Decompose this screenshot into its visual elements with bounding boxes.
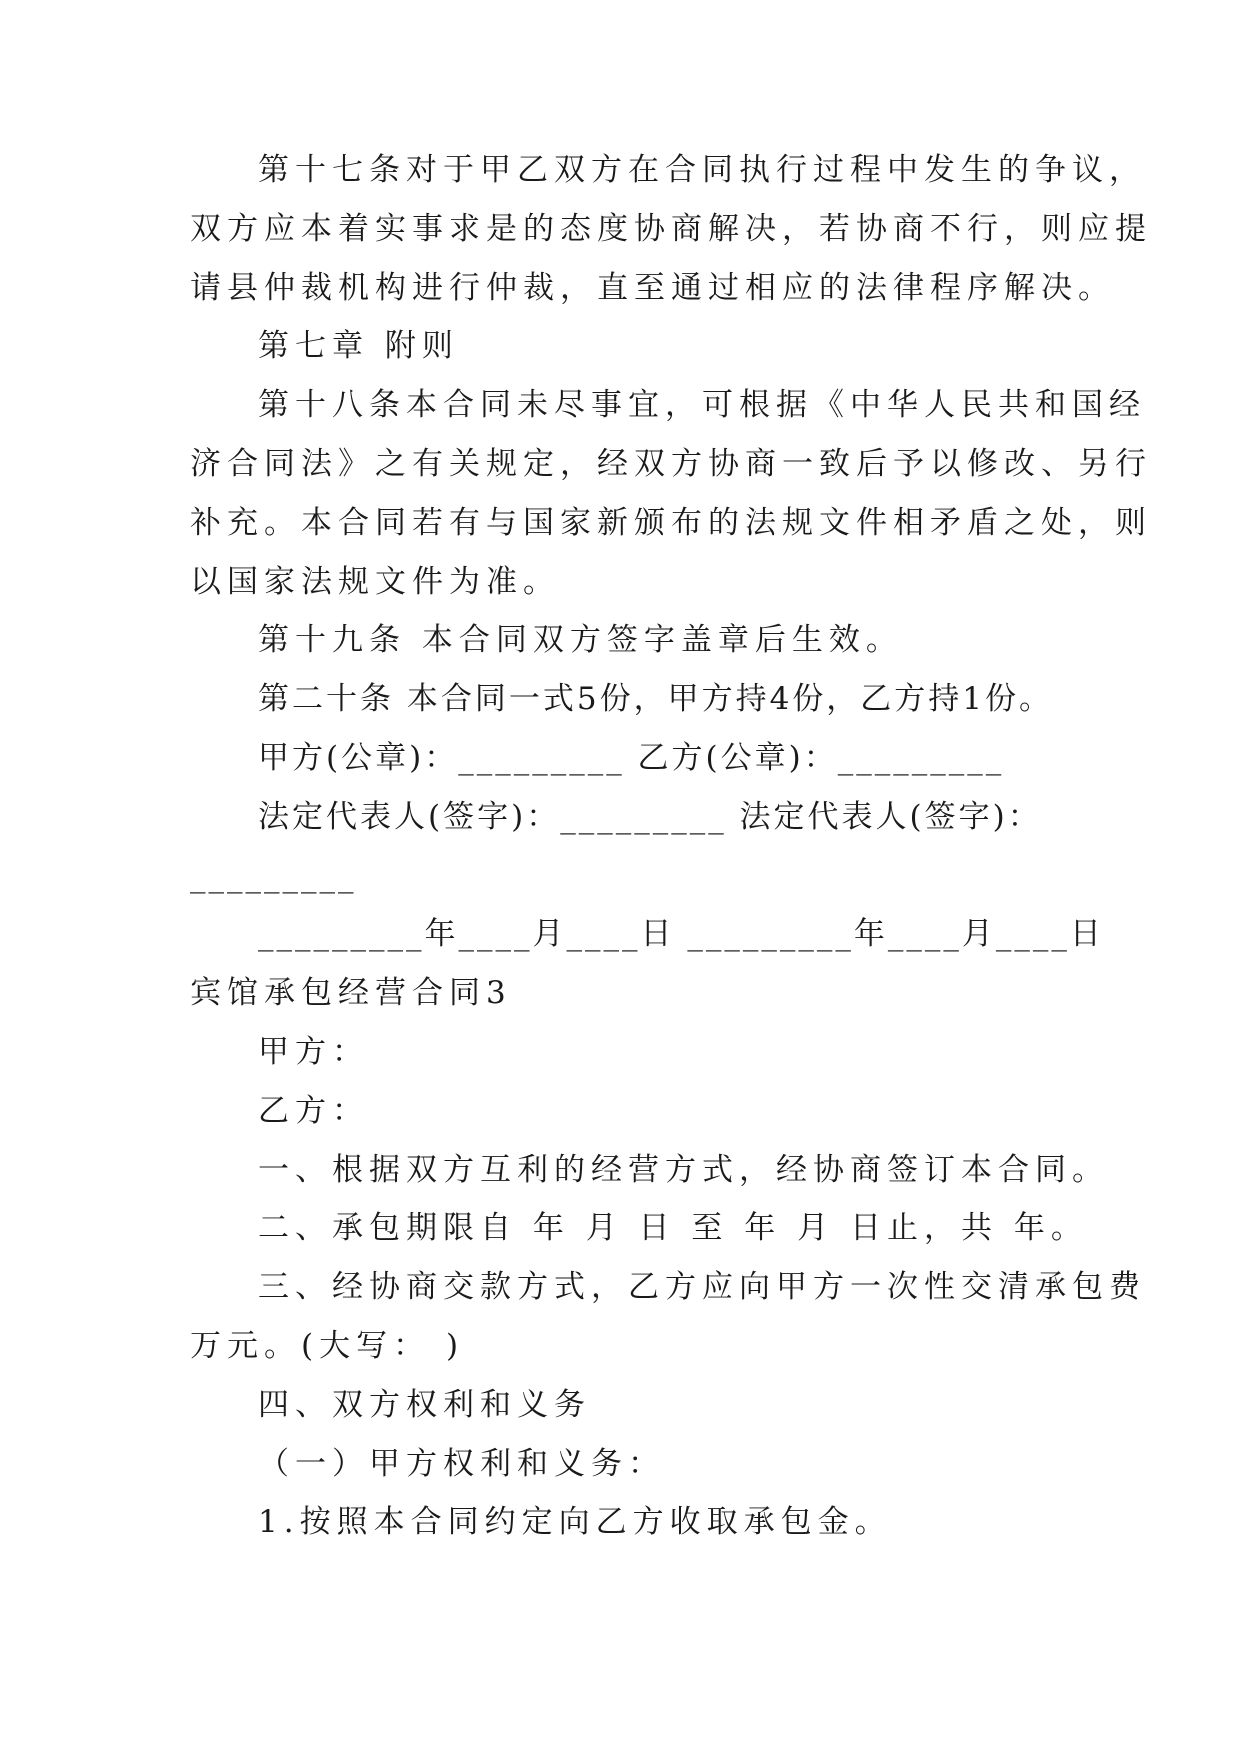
article-18-line-2: 济合同法》之有关规定，经双方协商一致后予以修改、另行 bbox=[190, 446, 1152, 482]
article-17-line-1: 第十七条对于甲乙双方在合同执行过程中发生的争议， bbox=[258, 152, 1146, 188]
clause-4-heading: 四、双方权利和义务 bbox=[258, 1387, 591, 1423]
legal-rep-signature-line: 法定代表人(签字)：_________ 法定代表人(签字)： bbox=[258, 799, 1042, 835]
party-a-rights-heading: （一）甲方权利和义务： bbox=[258, 1446, 665, 1482]
article-17-line-3: 请县仲裁机构进行仲裁，直至通过相应的法律程序解决。 bbox=[190, 270, 1115, 306]
article-18-line-4: 以国家法规文件为准。 bbox=[190, 564, 560, 600]
party-seal-line: 甲方(公章)：_________ 乙方(公章)：_________ bbox=[258, 740, 1005, 776]
party-b-line: 乙方： bbox=[258, 1093, 369, 1129]
article-20-line: 第二十条 本合同一式5份，甲方持4份，乙方持1份。 bbox=[258, 681, 1054, 717]
article-18-line-3: 补充。本合同若有与国家新颁布的法规文件相矛盾之处，则 bbox=[190, 505, 1152, 541]
clause-2-line: 二、承包期限自 年 月 日 至 年 月 日止，共 年。 bbox=[258, 1210, 1088, 1246]
party-a-right-1: 1.按照本合同约定向乙方收取承包金。 bbox=[258, 1504, 892, 1540]
chapter-7-heading: 第七章 附则 bbox=[258, 328, 459, 364]
signature-blank-line: _________ bbox=[190, 858, 357, 894]
date-line: _________年____月____日 _________年____月____日 bbox=[258, 916, 1104, 952]
clause-3-line-1: 三、经协商交款方式，乙方应向甲方一次性交清承包费 bbox=[258, 1269, 1146, 1305]
article-19-line: 第十九条 本合同双方签字盖章后生效。 bbox=[258, 622, 903, 658]
contract-3-title: 宾馆承包经营合同3 bbox=[190, 975, 512, 1011]
party-a-line: 甲方： bbox=[258, 1034, 369, 1070]
clause-3-line-2: 万元。(大写： ) bbox=[190, 1328, 465, 1364]
article-18-line-1: 第十八条本合同未尽事宜，可根据《中华人民共和国经 bbox=[258, 387, 1146, 423]
clause-1-line: 一、根据双方互利的经营方式，经协商签订本合同。 bbox=[258, 1152, 1109, 1188]
article-17-line-2: 双方应本着实事求是的态度协商解决，若协商不行，则应提 bbox=[190, 211, 1152, 247]
